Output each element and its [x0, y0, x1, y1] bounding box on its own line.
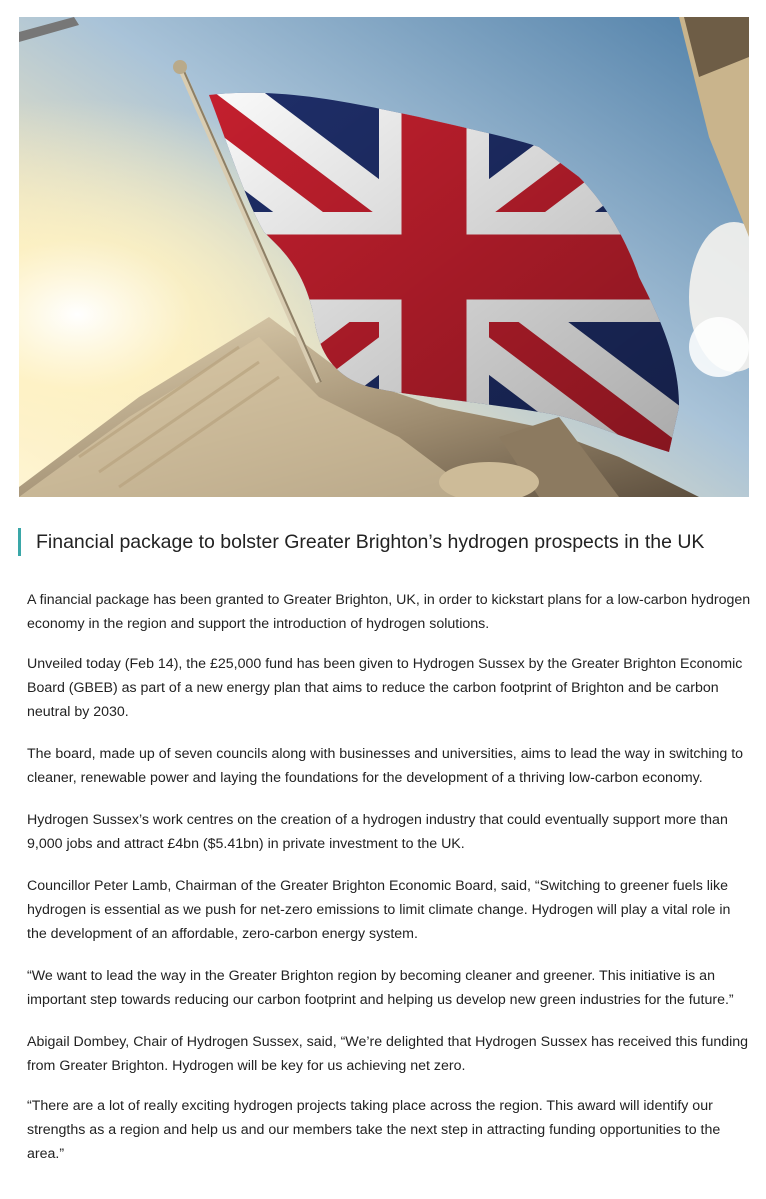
article-paragraph: Unveiled today (Feb 14), the £25,000 fund has been given to Hydrogen Sussex by the Greater Brighton Economic Board (GBEB) as part of a new energy plan that aims to reduce the carbon footprint of Brighton and be carbon neutral by 2030. [27, 656, 743, 720]
hero-image [19, 17, 749, 497]
article-paragraph: Abigail Dombey, Chair of Hydrogen Sussex, said, “We’re delighted that Hydrogen Sussex has received this funding from Greater Brighton. Hydrogen will be key for us achieving net zero. [27, 1034, 749, 1074]
article-paragraph: “There are a lot of really exciting hydrogen projects taking place across the region. This award will identify our strengths as a region and help us and our members take the next step in attracting funding opportunities to the area.” [27, 1098, 721, 1162]
headline-block [18, 528, 748, 556]
article-paragraph: “We want to lead the way in the Greater Brighton region by becoming cleaner and greener. This initiative is an important step towards reducing our carbon footprint and helping us develop new green industries for the future.” [27, 968, 734, 1008]
article-headline: Financial package to bolster Greater Brighton’s hydrogen prospects in the UK [36, 531, 705, 553]
article-body [27, 588, 752, 1182]
article-paragraph: Councillor Peter Lamb, Chairman of the Greater Brighton Economic Board, said, “Switching to greener fuels like hydrogen is essential as we push for net-zero emissions to limit climate change. Hydrogen will play a vital role in the development of an affordable, zero-carbon energy system. [27, 878, 731, 942]
article-paragraph: A financial package has been granted to Greater Brighton, UK, in order to kickstart plans for a low-carbon hydrogen economy in the region and support the introduction of hydrogen solutions. [27, 592, 751, 632]
union-jack-flag-photo [19, 17, 749, 497]
article-paragraph: Hydrogen Sussex’s work centres on the creation of a hydrogen industry that could eventually support more than 9,000 jobs and attract £4bn ($5.41bn) in private investment to the UK. [27, 812, 728, 852]
article-paragraph: The board, made up of seven councils along with businesses and universities, aims to lead the way in switching to cleaner, renewable power and laying the foundations for the development of a thriving low-carbon economy. [27, 746, 744, 786]
